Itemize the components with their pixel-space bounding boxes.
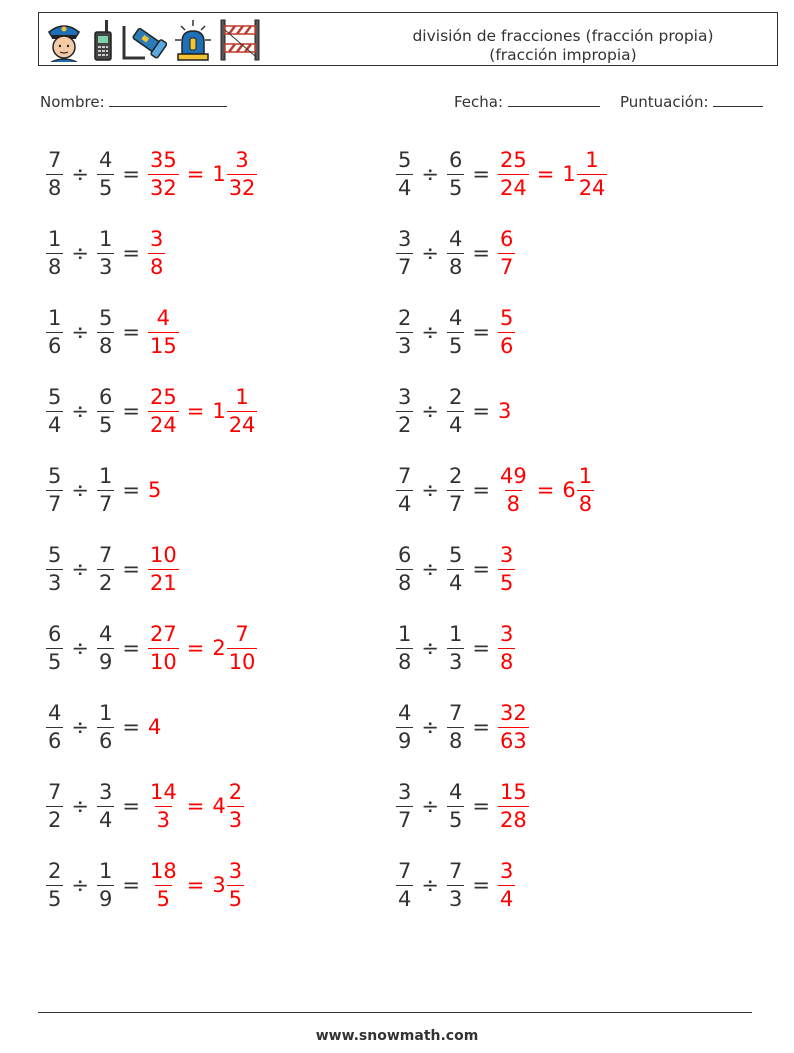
- numerator: 3: [499, 542, 514, 567]
- numerator: 3: [98, 779, 113, 804]
- fraction: [396, 147, 413, 200]
- numerator: 4: [156, 305, 171, 330]
- divide-sign: ÷: [421, 478, 439, 502]
- numerator: 6: [398, 542, 412, 567]
- numerator: 3: [235, 147, 249, 172]
- equals-sign: =: [186, 399, 205, 423]
- problem-11: [46, 539, 179, 599]
- police-officer-icon: [43, 18, 85, 62]
- name-field[interactable]: [40, 92, 227, 111]
- numerator: 2: [448, 384, 463, 409]
- denominator: 5: [448, 333, 463, 358]
- denominator: 2: [98, 570, 113, 595]
- denominator: 21: [149, 570, 177, 595]
- header: [38, 12, 778, 66]
- numerator: 5: [48, 463, 62, 488]
- denominator: 4: [448, 412, 463, 437]
- equals-sign: =: [122, 636, 140, 660]
- denominator: 8: [398, 570, 412, 595]
- numerator: 2: [228, 779, 243, 804]
- denominator: 4: [499, 886, 514, 911]
- numerator: 5: [98, 305, 113, 330]
- numerator: 4: [448, 305, 463, 330]
- denominator: 9: [98, 886, 113, 911]
- fraction: [498, 463, 529, 516]
- fraction: [46, 147, 63, 200]
- numerator: 1: [578, 463, 593, 488]
- numerator: 5: [48, 542, 62, 567]
- denominator: 7: [398, 254, 412, 279]
- answer-whole: 5: [147, 478, 162, 502]
- numerator: 5: [499, 305, 514, 330]
- numerator: 3: [499, 621, 514, 646]
- denominator: 4: [398, 175, 412, 200]
- numerator: 4: [448, 226, 463, 251]
- fraction: [97, 305, 114, 358]
- mixed-fraction: [227, 858, 244, 911]
- numerator: 5: [48, 384, 62, 409]
- problem-12: [396, 539, 515, 599]
- mixed-fraction: [577, 463, 594, 516]
- denominator: 3: [98, 254, 113, 279]
- fraction: [447, 779, 464, 832]
- fraction: [46, 305, 63, 358]
- fraction: [498, 700, 529, 753]
- fraction: [148, 305, 179, 358]
- denominator: 5: [448, 807, 463, 832]
- denominator: 3: [448, 886, 463, 911]
- numerator: 1: [585, 147, 599, 172]
- numerator: 6: [499, 226, 514, 251]
- denominator: 28: [499, 807, 527, 832]
- numerator: 6: [98, 384, 113, 409]
- denominator: 8: [499, 649, 514, 674]
- numerator: 7: [398, 858, 412, 883]
- denominator: 10: [149, 649, 177, 674]
- denominator: 5: [499, 570, 514, 595]
- score-field[interactable]: [620, 92, 763, 111]
- numerator: 14: [149, 779, 177, 804]
- equals-sign: =: [122, 399, 140, 423]
- problem-6: [396, 302, 515, 362]
- denominator: 3: [48, 570, 62, 595]
- fraction: [447, 621, 464, 674]
- numerator: 1: [235, 384, 249, 409]
- fraction: [97, 621, 114, 674]
- denominator: 7: [98, 491, 113, 516]
- equals-sign: =: [122, 478, 140, 502]
- denominator: 4: [98, 807, 113, 832]
- fraction: [498, 226, 515, 279]
- problem-20: [396, 855, 515, 915]
- denominator: 6: [499, 333, 514, 358]
- equals-sign: =: [472, 715, 490, 739]
- fraction: [148, 779, 179, 832]
- fraction: [97, 700, 114, 753]
- mixed-whole: 1: [562, 162, 576, 186]
- numerator: 5: [448, 542, 463, 567]
- fraction: [148, 147, 179, 200]
- denominator: 3: [156, 807, 171, 832]
- denominator: 8: [578, 491, 593, 516]
- score-blank[interactable]: [713, 92, 763, 107]
- denominator: 5: [48, 886, 62, 911]
- divide-sign: ÷: [71, 241, 89, 265]
- denominator: 2: [48, 807, 62, 832]
- fraction: [97, 147, 114, 200]
- fraction: [46, 384, 63, 437]
- problem-15: [46, 697, 161, 757]
- denominator: 24: [578, 175, 606, 200]
- problem-9: [46, 460, 161, 520]
- date-field[interactable]: [454, 92, 600, 111]
- denominator: 7: [499, 254, 514, 279]
- score-label: Puntuación:: [620, 93, 709, 111]
- denominator: 8: [48, 254, 62, 279]
- problem-5: [46, 302, 179, 362]
- fraction: [498, 305, 515, 358]
- numerator: 7: [398, 463, 412, 488]
- fraction: [148, 384, 179, 437]
- numerator: 3: [398, 226, 412, 251]
- numerator: 7: [48, 779, 62, 804]
- denominator: 3: [228, 807, 243, 832]
- numerator: 1: [98, 858, 113, 883]
- denominator: 5: [98, 175, 113, 200]
- divide-sign: ÷: [421, 320, 439, 344]
- denominator: 9: [98, 649, 113, 674]
- equals-sign: =: [472, 794, 490, 818]
- equals-sign: =: [122, 557, 140, 581]
- fraction: [148, 542, 179, 595]
- fraction: [498, 858, 515, 911]
- divide-sign: ÷: [421, 794, 439, 818]
- problem-8: [396, 381, 511, 441]
- mixed-fraction: [227, 147, 258, 200]
- fraction: [46, 779, 63, 832]
- problem-14: [396, 618, 515, 678]
- title-line-2: (fracción impropia): [489, 46, 637, 64]
- numerator: 49: [499, 463, 527, 488]
- numerator: 2: [448, 463, 463, 488]
- denominator: 32: [228, 175, 256, 200]
- numerator: 15: [499, 779, 527, 804]
- problem-18: [396, 776, 529, 836]
- denominator: 8: [448, 728, 463, 753]
- fraction: [447, 542, 464, 595]
- divide-sign: ÷: [71, 320, 89, 344]
- fraction: [396, 463, 413, 516]
- denominator: 10: [228, 649, 256, 674]
- header-icons: [43, 17, 261, 63]
- fraction: [148, 621, 179, 674]
- numerator: 2: [48, 858, 62, 883]
- denominator: 4: [48, 412, 62, 437]
- fraction: [46, 700, 63, 753]
- equals-sign: =: [472, 320, 490, 344]
- numerator: 7: [235, 621, 249, 646]
- denominator: 8: [398, 649, 412, 674]
- equals-sign: =: [472, 636, 490, 660]
- denominator: 6: [48, 728, 62, 753]
- numerator: 4: [98, 621, 113, 646]
- equals-sign: =: [122, 162, 140, 186]
- numerator: 5: [398, 147, 412, 172]
- fraction: [498, 542, 515, 595]
- numerator: 25: [499, 147, 527, 172]
- numerator: 7: [448, 858, 463, 883]
- footer-divider: [38, 1012, 752, 1013]
- denominator: 63: [499, 728, 527, 753]
- divide-sign: ÷: [421, 636, 439, 660]
- numerator: 7: [48, 147, 62, 172]
- numerator: 2: [398, 305, 412, 330]
- equals-sign: =: [122, 873, 140, 897]
- numerator: 1: [98, 463, 113, 488]
- title-line-1: división de fracciones (fracción propia): [412, 27, 714, 45]
- numerator: 7: [448, 700, 463, 725]
- fraction: [148, 858, 179, 911]
- denominator: 4: [448, 570, 463, 595]
- equals-sign: =: [122, 715, 140, 739]
- denominator: 8: [98, 333, 113, 358]
- fraction: [46, 226, 63, 279]
- fraction: [396, 384, 413, 437]
- mixed-whole: 1: [212, 399, 226, 423]
- fraction: [447, 226, 464, 279]
- equals-sign: =: [122, 320, 140, 344]
- fraction: [46, 542, 63, 595]
- denominator: 5: [228, 886, 243, 911]
- equals-sign: =: [472, 399, 490, 423]
- denominator: 8: [448, 254, 463, 279]
- denominator: 5: [98, 412, 113, 437]
- problem-1: [46, 144, 257, 204]
- divide-sign: ÷: [421, 715, 439, 739]
- numerator: 3: [149, 226, 164, 251]
- siren-icon: [173, 18, 213, 62]
- mixed-whole: 4: [212, 794, 226, 818]
- denominator: 2: [398, 412, 412, 437]
- fraction: [97, 463, 114, 516]
- denominator: 8: [506, 491, 521, 516]
- fraction: [498, 621, 515, 674]
- equals-sign: =: [472, 162, 490, 186]
- problem-13: [46, 618, 257, 678]
- numerator: 1: [48, 226, 62, 251]
- numerator: 1: [48, 305, 62, 330]
- numerator: 6: [48, 621, 62, 646]
- denominator: 5: [156, 886, 171, 911]
- numerator: 25: [149, 384, 177, 409]
- denominator: 6: [48, 333, 62, 358]
- equals-sign: =: [186, 873, 205, 897]
- divide-sign: ÷: [421, 162, 439, 186]
- denominator: 4: [398, 491, 412, 516]
- fraction: [498, 779, 529, 832]
- mixed-whole: 6: [562, 478, 576, 502]
- problem-7: [46, 381, 257, 441]
- numerator: 18: [149, 858, 177, 883]
- equals-sign: =: [536, 478, 555, 502]
- numerator: 35: [149, 147, 177, 172]
- denominator: 6: [98, 728, 113, 753]
- denominator: 7: [448, 491, 463, 516]
- numerator: 3: [499, 858, 514, 883]
- denominator: 8: [149, 254, 164, 279]
- numerator: 10: [149, 542, 177, 567]
- denominator: 7: [398, 807, 412, 832]
- name-label: Nombre:: [40, 93, 105, 111]
- denominator: 4: [398, 886, 412, 911]
- denominator: 32: [149, 175, 177, 200]
- divide-sign: ÷: [71, 636, 89, 660]
- denominator: 15: [149, 333, 177, 358]
- fraction: [396, 779, 413, 832]
- mixed-fraction: [227, 621, 258, 674]
- numerator: 3: [398, 384, 412, 409]
- mixed-fraction: [227, 384, 258, 437]
- fraction: [447, 463, 464, 516]
- equals-sign: =: [122, 241, 140, 265]
- equals-sign: =: [186, 794, 205, 818]
- fraction: [396, 226, 413, 279]
- denominator: 24: [499, 175, 527, 200]
- fraction: [396, 858, 413, 911]
- numerator: 1: [448, 621, 463, 646]
- numerator: 32: [499, 700, 527, 725]
- problem-2: [396, 144, 607, 204]
- numerator: 27: [149, 621, 177, 646]
- answer-whole: 4: [147, 715, 162, 739]
- fraction: [447, 700, 464, 753]
- fraction: [46, 463, 63, 516]
- date-blank[interactable]: [508, 92, 600, 107]
- flashlight-icon: [121, 18, 167, 62]
- fraction: [97, 779, 114, 832]
- mixed-whole: 3: [212, 873, 226, 897]
- equals-sign: =: [536, 162, 555, 186]
- fraction: [396, 542, 413, 595]
- numerator: 3: [228, 858, 243, 883]
- denominator: 3: [448, 649, 463, 674]
- walkie-talkie-icon: [91, 18, 115, 62]
- denominator: 5: [48, 649, 62, 674]
- equals-sign: =: [472, 241, 490, 265]
- fraction: [447, 305, 464, 358]
- fraction: [46, 621, 63, 674]
- date-label: Fecha:: [454, 93, 504, 111]
- divide-sign: ÷: [421, 557, 439, 581]
- numerator: 3: [398, 779, 412, 804]
- denominator: 24: [228, 412, 256, 437]
- divide-sign: ÷: [71, 399, 89, 423]
- denominator: 3: [398, 333, 412, 358]
- numerator: 1: [398, 621, 412, 646]
- fraction: [447, 858, 464, 911]
- equals-sign: =: [472, 478, 490, 502]
- denominator: 8: [48, 175, 62, 200]
- numerator: 7: [98, 542, 113, 567]
- fraction: [97, 858, 114, 911]
- mixed-whole: 2: [212, 636, 226, 660]
- divide-sign: ÷: [421, 241, 439, 265]
- divide-sign: ÷: [71, 715, 89, 739]
- divide-sign: ÷: [71, 162, 89, 186]
- fraction: [396, 700, 413, 753]
- problem-17: [46, 776, 244, 836]
- fraction: [498, 147, 529, 200]
- equals-sign: =: [186, 636, 205, 660]
- divide-sign: ÷: [71, 557, 89, 581]
- denominator: 9: [398, 728, 412, 753]
- fraction: [396, 621, 413, 674]
- divide-sign: ÷: [71, 794, 89, 818]
- divide-sign: ÷: [421, 399, 439, 423]
- equals-sign: =: [122, 794, 140, 818]
- denominator: 5: [448, 175, 463, 200]
- problem-10: [396, 460, 594, 520]
- problem-4: [396, 223, 515, 283]
- equals-sign: =: [472, 557, 490, 581]
- equals-sign: =: [186, 162, 205, 186]
- problem-3: [46, 223, 165, 283]
- numerator: 4: [98, 147, 113, 172]
- problem-16: [396, 697, 529, 757]
- divide-sign: ÷: [71, 873, 89, 897]
- mixed-whole: 1: [212, 162, 226, 186]
- worksheet-title: [373, 27, 753, 65]
- divide-sign: ÷: [71, 478, 89, 502]
- answer-whole: 3: [497, 399, 512, 423]
- mixed-fraction: [577, 147, 608, 200]
- fraction: [97, 384, 114, 437]
- numerator: 4: [48, 700, 62, 725]
- equals-sign: =: [472, 873, 490, 897]
- denominator: 7: [48, 491, 62, 516]
- footer-url[interactable]: www.snowmath.com: [315, 1028, 479, 1044]
- name-blank[interactable]: [109, 92, 227, 107]
- fraction: [447, 384, 464, 437]
- fraction: [447, 147, 464, 200]
- fraction: [148, 226, 165, 279]
- numerator: 4: [448, 779, 463, 804]
- problem-19: [46, 855, 244, 915]
- numerator: 6: [448, 147, 463, 172]
- denominator: 24: [149, 412, 177, 437]
- mixed-fraction: [227, 779, 244, 832]
- fraction: [396, 305, 413, 358]
- numerator: 1: [98, 226, 113, 251]
- fraction: [97, 226, 114, 279]
- barrier-icon: [219, 18, 261, 62]
- fraction: [97, 542, 114, 595]
- divide-sign: ÷: [421, 873, 439, 897]
- numerator: 4: [398, 700, 412, 725]
- fraction: [46, 858, 63, 911]
- numerator: 1: [98, 700, 113, 725]
